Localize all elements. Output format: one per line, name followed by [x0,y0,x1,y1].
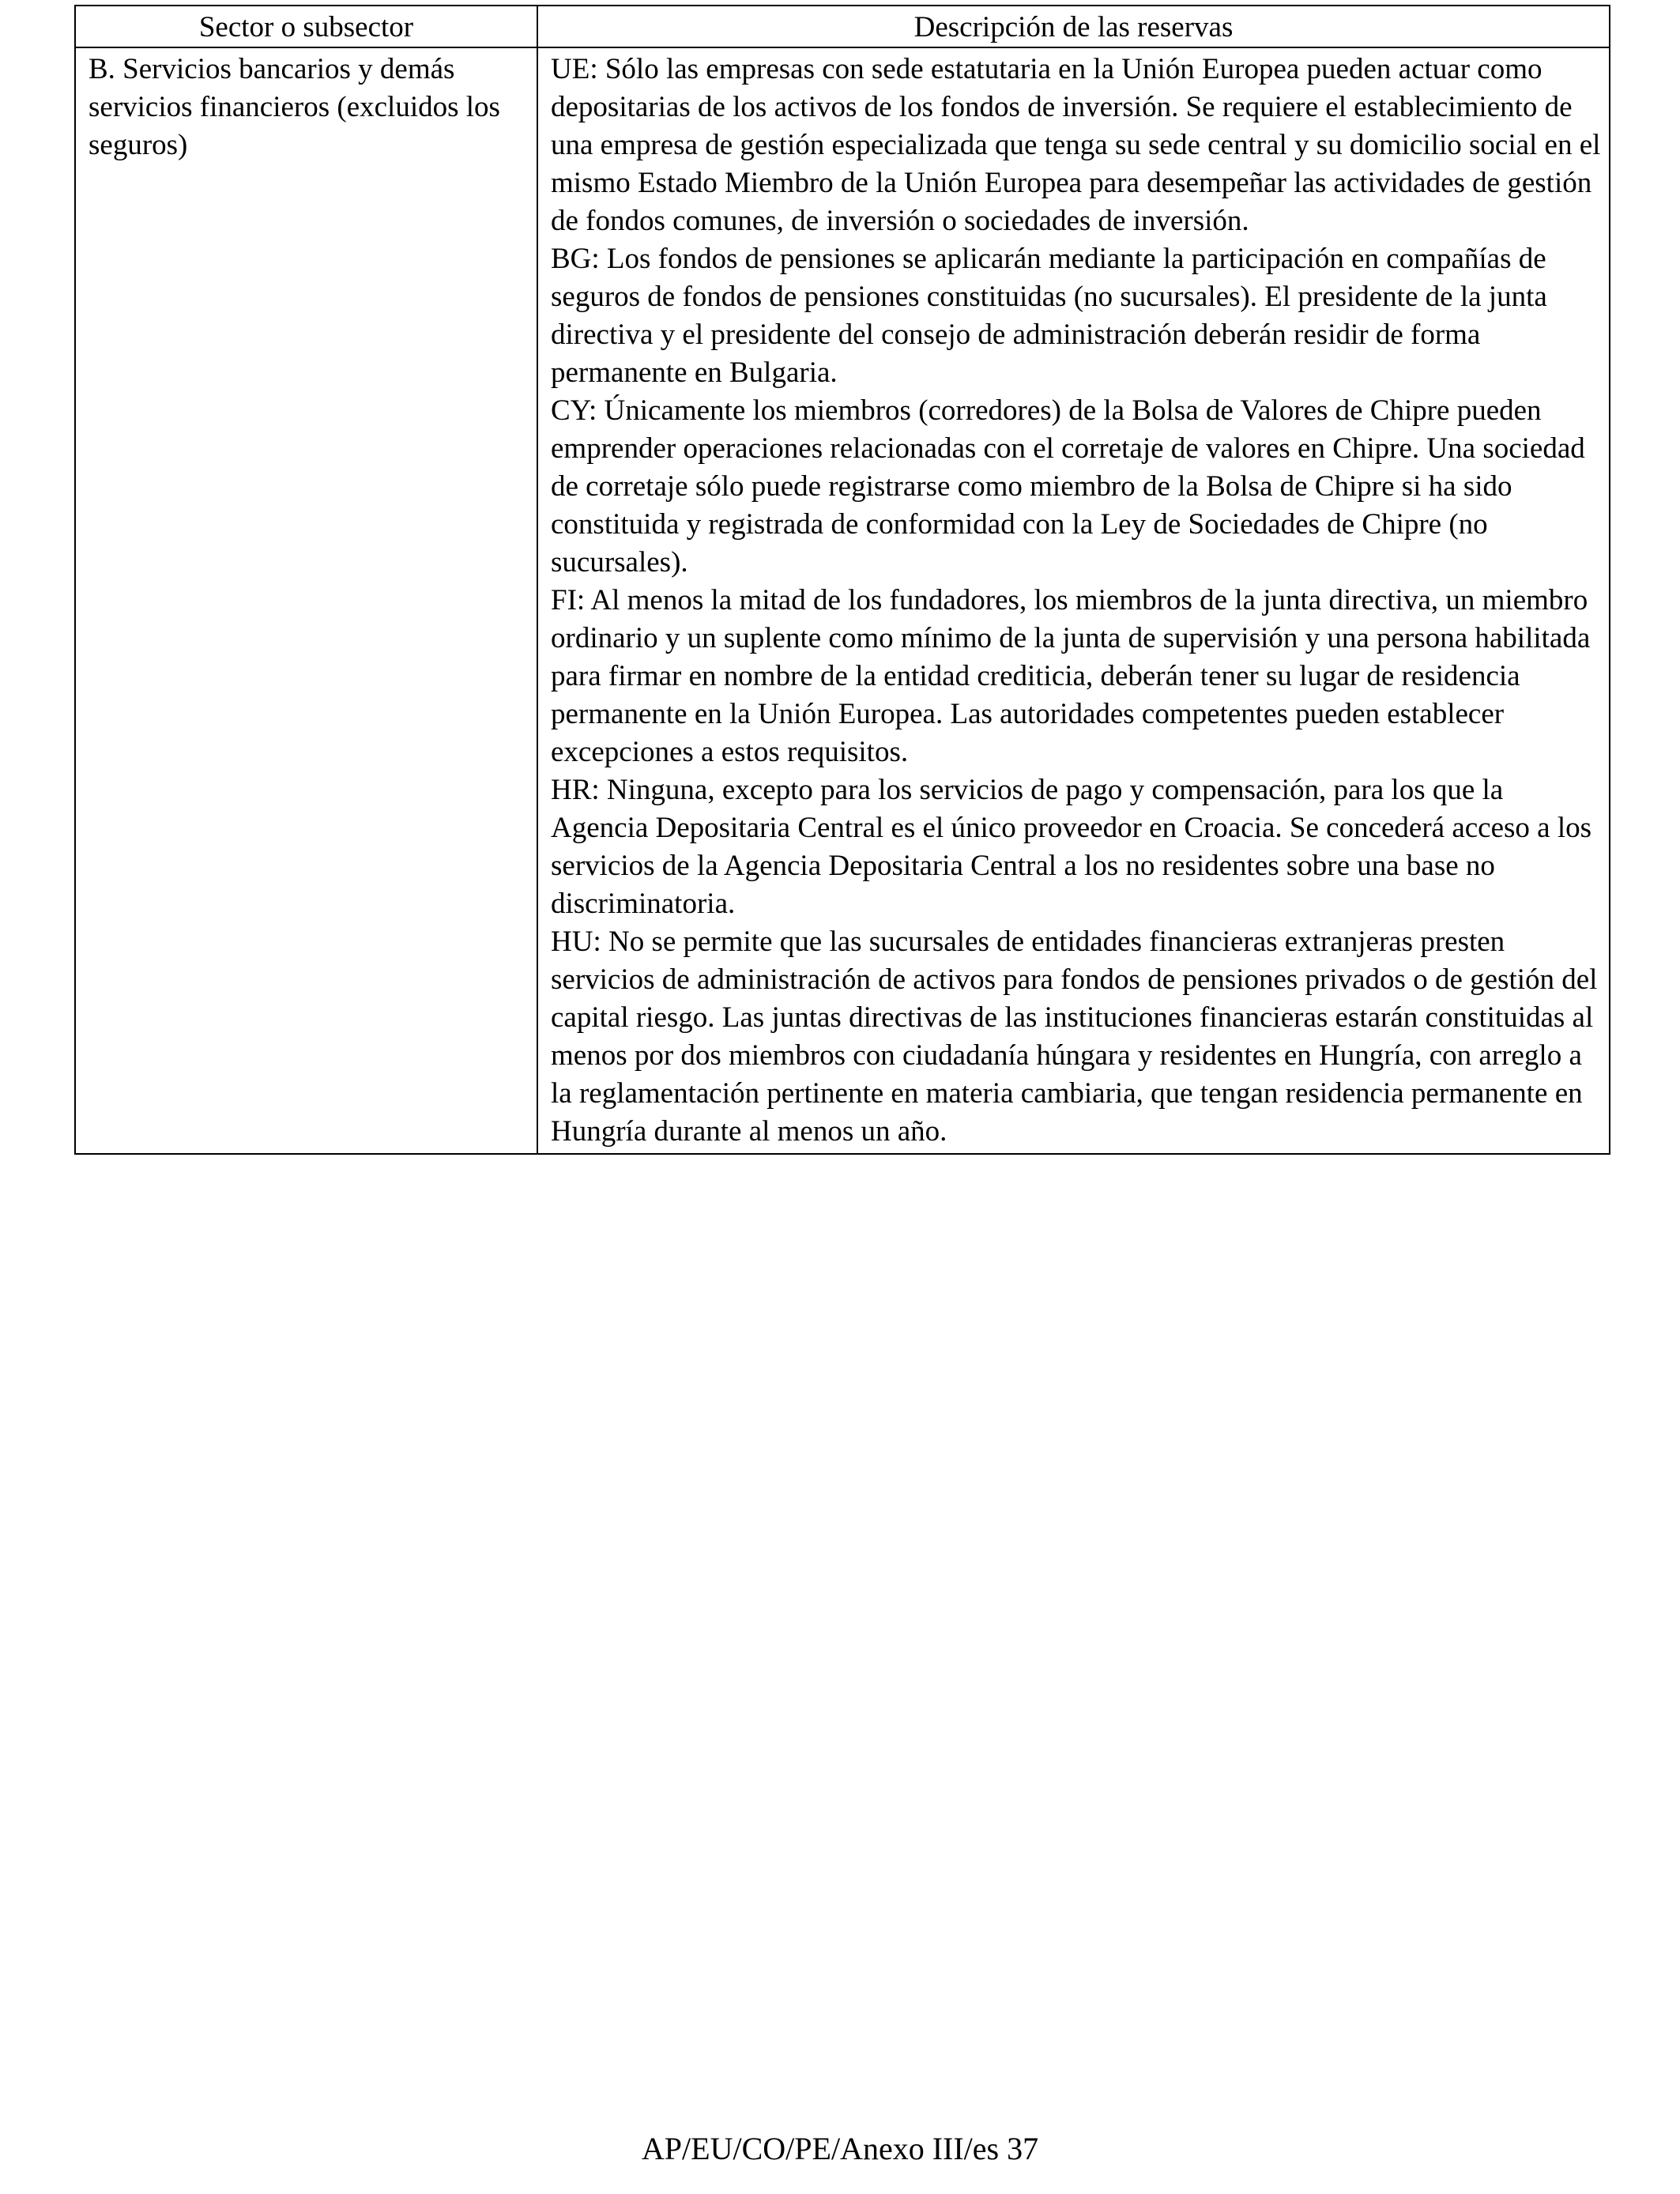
table-row [75,47,1610,1154]
header-sector: Sector o subsector [75,6,537,47]
reservation-ue: UE: Sólo las empresas con sede estatutaria en la Unión Europea pueden actuar como depositarias de los activos de los fondos de inversión. Se requiere el establecimiento de una empresa de gestión especializada que tenga su sede central y su domicilio social en el mismo Estado Miembro de la Unión Europea para desempeñar las actividades de gestión de fondos comunes, de inversión o sociedades de inversión. [551,53,1601,237]
reservation-hr: HR: Ninguna, excepto para los servicios de pago y compensación, para los que la Agencia Depositaria Central es el único proveedor en Croacia. Se concederá acceso a los servicios de la Agencia Depositaria Central a los no residentes sobre una base no discriminatoria. [551,774,1592,920]
reservation-fi: FI: Al menos la mitad de los fundadores, los miembros de la junta directiva, un miembro ordinario y un suplente como mínimo de la junta de supervisión y una persona habilitada para firmar en nombre de la entidad crediticia, deberán tener su lugar de residencia permanente en la Unión Europea. Las autoridades competentes pueden establecer excepciones a estos requisitos. [551,584,1591,768]
header-description: Descripción de las reservas [537,6,1610,47]
reservation-cy: CY: Únicamente los miembros (corredores) de la Bolsa de Valores de Chipre pueden emprender operaciones relacionadas con el corretaje de valores en Chipre. Una sociedad de corretaje sólo puede registrarse como miembro de la Bolsa de Chipre si ha sido constituida y registrada de conformidad con la Ley de Sociedades de Chipre (no sucursales). [551,394,1585,579]
reservations-table [74,5,1610,1155]
sector-cell: B. Servicios bancarios y demás servicios financieros (excluidos los seguros) [75,47,537,1154]
page-footer: AP/EU/CO/PE/Anexo III/es 37 [641,2131,1039,2166]
description-cell [537,47,1610,1154]
table-header-row [75,6,1610,47]
reservation-bg: BG: Los fondos de pensiones se aplicarán mediante la participación en compañías de seguros de fondos de pensiones constituidas (no sucursales). El presidente de la junta directiva y el presidente del consejo de administración deberán residir de forma permanente en Bulgaria. [551,243,1547,389]
reservation-hu: HU: No se permite que las sucursales de entidades financieras extranjeras presten servicios de administración de activos para fondos de pensiones privados o de gestión del capital riesgo. Las juntas directivas de las instituciones financieras estarán constituidas al menos por dos miembros con ciudadanía húngara y residentes en Hungría, con arreglo a la reglamentación pertinente en materia cambiaria, que tengan residencia permanente en Hungría durante al menos un año. [551,925,1598,1148]
